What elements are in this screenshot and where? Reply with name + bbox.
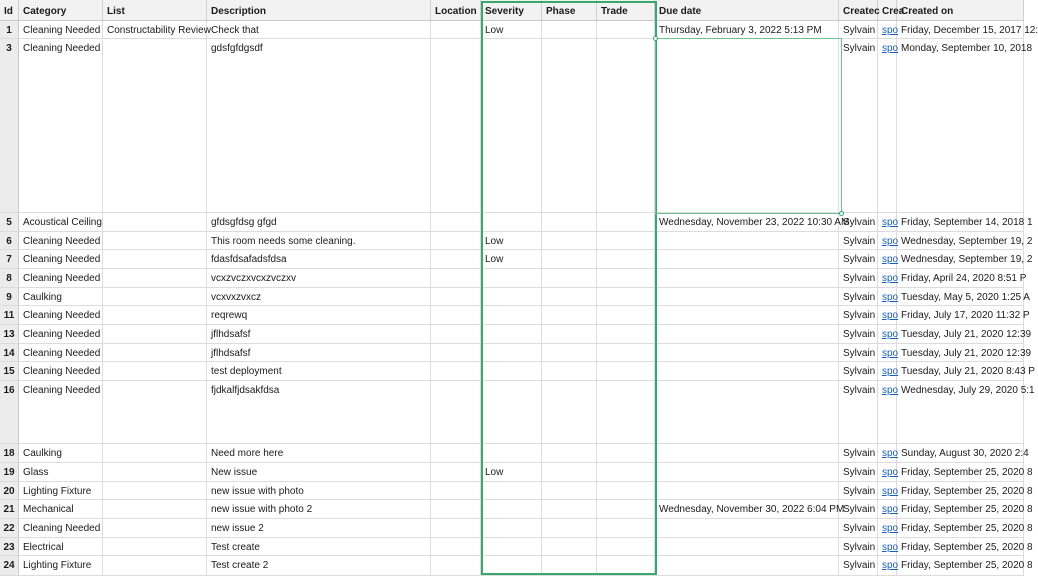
created-by-cell[interactable]: Sylvain [839,21,878,38]
due-date-cell[interactable] [655,556,839,575]
due-date-cell[interactable]: Wednesday, November 30, 2022 6:04 PM [655,500,839,518]
severity-cell[interactable] [481,344,542,361]
table-row [0,269,1027,288]
phase-cell[interactable] [542,463,597,481]
created-by-cell[interactable]: Sylvain [839,362,878,380]
trade-cell[interactable] [597,213,655,231]
description-cell[interactable]: jflhdsafsf [207,344,431,361]
id-cell[interactable]: 13 [0,325,19,343]
severity-cell[interactable] [481,482,542,499]
id-cell[interactable]: 5 [0,213,19,231]
severity-cell[interactable] [481,500,542,518]
due-date-cell[interactable] [655,381,839,443]
creator-cell[interactable]: spo [878,288,897,305]
table-row [0,306,1030,325]
severity-cell[interactable] [481,39,542,212]
creator-cell[interactable]: spo [878,213,897,231]
category-cell[interactable]: Cleaning Needed [19,269,103,287]
created-on-cell[interactable]: Tuesday, July 21, 2020 8:43 P [897,362,1024,380]
header-row [0,0,1024,21]
trade-cell[interactable] [597,306,655,324]
table-row [0,556,1033,576]
created-by-cell[interactable]: Sylvain [839,556,878,575]
list-cell[interactable] [103,344,207,361]
list-cell[interactable] [103,362,207,380]
creator-cell[interactable]: spo [878,381,897,443]
phase-cell[interactable] [542,232,597,249]
location-cell[interactable] [431,39,481,212]
description-cell[interactable]: Need more here [207,444,431,462]
location-cell[interactable] [431,288,481,305]
trade-cell[interactable] [597,556,655,575]
id-cell[interactable]: 18 [0,444,19,462]
created-on-cell[interactable]: Wednesday, July 29, 2020 5:1 [897,381,1024,443]
trade-cell[interactable] [597,538,655,555]
creator-cell[interactable]: spo [878,21,897,38]
trade-cell[interactable] [597,39,655,212]
created-on-cell[interactable]: Wednesday, September 19, 2 [897,232,1024,249]
created-by-cell[interactable]: Sylvain [839,213,878,231]
created-by-cell[interactable]: Sylvain [839,482,878,499]
list-cell[interactable] [103,288,207,305]
location-cell[interactable] [431,538,481,555]
list-cell[interactable] [103,39,207,212]
severity-cell[interactable] [481,213,542,231]
location-cell[interactable] [431,250,481,268]
creator-cell[interactable]: spo [878,556,897,575]
due-date-cell[interactable] [655,39,839,212]
created-by-cell[interactable]: Sylvain [839,500,878,518]
trade-cell[interactable] [597,269,655,287]
table-row [0,250,1033,269]
created-on-cell[interactable]: Friday, September 25, 2020 8 [897,463,1024,481]
location-cell[interactable] [431,500,481,518]
list-cell[interactable] [103,232,207,249]
trade-cell[interactable] [597,21,655,38]
description-cell[interactable]: test deployment [207,362,431,380]
list-cell[interactable] [103,519,207,537]
due-date-cell[interactable] [655,306,839,324]
creator-cell[interactable]: spo [878,463,897,481]
created-by-cell[interactable]: Sylvain [839,519,878,537]
creator-cell[interactable]: spo [878,39,897,212]
table-row [0,232,1033,250]
severity-cell[interactable] [481,362,542,380]
created-on-cell[interactable]: Friday, September 25, 2020 8 [897,500,1024,518]
header-id[interactable]: Id [0,0,19,20]
phase-cell[interactable] [542,500,597,518]
category-cell[interactable]: Cleaning Needed [19,381,103,443]
phase-cell[interactable] [542,362,597,380]
created-by-cell[interactable]: Sylvain [839,306,878,324]
phase-cell[interactable] [542,21,597,38]
trade-cell[interactable] [597,232,655,249]
id-cell[interactable]: 1 [0,21,19,38]
created-on-cell[interactable]: Sunday, August 30, 2020 2:4 [897,444,1024,462]
location-cell[interactable] [431,381,481,443]
description-cell[interactable]: fjdkalfjdsakfdsa [207,381,431,443]
table-row [0,538,1033,556]
description-cell[interactable]: jflhdsafsf [207,325,431,343]
id-cell[interactable]: 20 [0,482,19,499]
category-cell[interactable]: Electrical [19,538,103,555]
due-date-cell[interactable]: Thursday, February 3, 2022 5:13 PM [655,21,839,38]
id-cell[interactable]: 6 [0,232,19,249]
phase-cell[interactable] [542,519,597,537]
location-cell[interactable] [431,306,481,324]
list-cell[interactable] [103,463,207,481]
created-by-cell[interactable]: Sylvain [839,288,878,305]
category-cell[interactable]: Cleaning Needed [19,250,103,268]
due-date-cell[interactable] [655,444,839,462]
created-on-cell[interactable]: Friday, April 24, 2020 8:51 P [897,269,1024,287]
table-row [0,381,1035,444]
severity-cell[interactable] [481,269,542,287]
created-on-cell[interactable]: Friday, September 25, 2020 8 [897,519,1024,537]
due-date-cell[interactable] [655,325,839,343]
category-cell[interactable]: Glass [19,463,103,481]
list-cell[interactable] [103,213,207,231]
creator-cell[interactable]: spo [878,538,897,555]
created-by-cell[interactable]: Sylvain [839,39,878,212]
category-cell[interactable]: Cleaning Needed [19,519,103,537]
due-date-cell[interactable] [655,538,839,555]
table-row [0,500,1033,519]
trade-cell[interactable] [597,344,655,361]
location-cell[interactable] [431,463,481,481]
description-cell[interactable]: This room needs some cleaning. [207,232,431,249]
creator-cell[interactable]: spo [878,269,897,287]
severity-cell[interactable]: Low [481,250,542,268]
created-on-cell[interactable]: Friday, September 14, 2018 1 [897,213,1024,231]
due-date-cell[interactable]: Wednesday, November 23, 2022 10:30 AM [655,213,839,231]
description-cell[interactable]: new issue with photo [207,482,431,499]
category-cell[interactable]: Cleaning Needed [19,325,103,343]
category-cell[interactable]: Acoustical Ceiling [19,213,103,231]
location-cell[interactable] [431,21,481,38]
list-cell[interactable] [103,325,207,343]
due-date-cell[interactable] [655,288,839,305]
trade-cell[interactable] [597,362,655,380]
id-cell[interactable]: 11 [0,306,19,324]
header-created-on[interactable]: Created on [897,0,1024,20]
description-cell[interactable]: vcxzvczxvcxzvczxv [207,269,431,287]
category-cell[interactable]: Cleaning Needed [19,232,103,249]
list-cell[interactable] [103,444,207,462]
location-cell[interactable] [431,344,481,361]
created-on-cell[interactable]: Monday, September 10, 2018 [897,39,1024,212]
location-cell[interactable] [431,269,481,287]
location-cell[interactable] [431,482,481,499]
trade-cell[interactable] [597,463,655,481]
id-cell[interactable]: 9 [0,288,19,305]
list-cell[interactable] [103,556,207,575]
location-cell[interactable] [431,232,481,249]
description-cell[interactable]: Check that [207,21,431,38]
creator-cell[interactable]: spo [878,250,897,268]
phase-cell[interactable] [542,39,597,212]
created-by-cell[interactable]: Sylvain [839,344,878,361]
severity-cell[interactable] [481,306,542,324]
trade-cell[interactable] [597,288,655,305]
severity-cell[interactable] [481,288,542,305]
header-phase[interactable]: Phase [542,0,597,20]
created-on-cell[interactable]: Friday, December 15, 2017 12: [897,21,1024,38]
creator-cell[interactable]: spo [878,325,897,343]
created-by-cell[interactable]: Sylvain [839,232,878,249]
location-cell[interactable] [431,325,481,343]
creator-cell[interactable]: spo [878,500,897,518]
phase-cell[interactable] [542,288,597,305]
category-cell[interactable]: Cleaning Needed [19,21,103,38]
description-cell[interactable]: New issue [207,463,431,481]
id-cell[interactable]: 19 [0,463,19,481]
header-list[interactable]: List [103,0,207,20]
list-cell[interactable] [103,482,207,499]
table-row [0,21,1038,39]
due-date-cell[interactable] [655,344,839,361]
id-cell[interactable]: 22 [0,519,19,537]
category-cell[interactable]: Cleaning Needed [19,344,103,361]
phase-cell[interactable] [542,556,597,575]
severity-cell[interactable] [481,325,542,343]
location-cell[interactable] [431,556,481,575]
id-cell[interactable]: 23 [0,538,19,555]
created-by-cell[interactable]: Sylvain [839,538,878,555]
due-date-cell[interactable] [655,250,839,268]
created-by-cell[interactable]: Sylvain [839,381,878,443]
trade-cell[interactable] [597,381,655,443]
severity-cell[interactable] [481,556,542,575]
created-by-cell[interactable]: Sylvain [839,325,878,343]
description-cell[interactable]: reqrewq [207,306,431,324]
list-cell[interactable] [103,381,207,443]
list-cell[interactable] [103,500,207,518]
category-cell[interactable]: Lighting Fixture [19,556,103,575]
description-cell[interactable]: gdsfgfdgsdf [207,39,431,212]
header-category[interactable]: Category [19,0,103,20]
header-creator[interactable]: Crea [878,0,897,20]
category-cell[interactable]: Cleaning Needed [19,362,103,380]
id-cell[interactable]: 21 [0,500,19,518]
created-by-cell[interactable]: Sylvain [839,444,878,462]
creator-cell[interactable]: spo [878,444,897,462]
table-row [0,444,1029,463]
list-cell[interactable] [103,250,207,268]
creator-cell[interactable]: spo [878,482,897,499]
header-description[interactable]: Description [207,0,431,20]
table-row [0,288,1030,306]
id-cell[interactable]: 7 [0,250,19,268]
due-date-cell[interactable] [655,232,839,249]
category-cell[interactable]: Caulking [19,288,103,305]
list-cell[interactable] [103,538,207,555]
phase-cell[interactable] [542,250,597,268]
due-date-cell[interactable] [655,362,839,380]
creator-cell[interactable]: spo [878,306,897,324]
created-on-cell[interactable]: Tuesday, May 5, 2020 1:25 A [897,288,1024,305]
location-cell[interactable] [431,444,481,462]
severity-cell[interactable]: Low [481,463,542,481]
phase-cell[interactable] [542,325,597,343]
table-row [0,39,1033,213]
created-by-cell[interactable]: Sylvain [839,463,878,481]
phase-cell[interactable] [542,344,597,361]
description-cell[interactable]: Test create [207,538,431,555]
header-due-date[interactable]: Due date [655,0,839,20]
header-trade[interactable]: Trade [597,0,655,20]
trade-cell[interactable] [597,444,655,462]
created-on-cell[interactable]: Wednesday, September 19, 2 [897,250,1024,268]
table-row [0,213,1033,232]
due-date-cell[interactable] [655,463,839,481]
id-cell[interactable]: 15 [0,362,19,380]
id-cell[interactable]: 14 [0,344,19,361]
table-row [0,482,1033,500]
table-row [0,519,1033,538]
severity-cell[interactable] [481,538,542,555]
due-date-cell[interactable] [655,269,839,287]
id-cell[interactable]: 8 [0,269,19,287]
id-cell[interactable]: 24 [0,556,19,575]
id-cell[interactable]: 3 [0,39,19,212]
trade-cell[interactable] [597,500,655,518]
list-cell[interactable]: Constructability Review [103,21,207,38]
phase-cell[interactable] [542,538,597,555]
phase-cell[interactable] [542,306,597,324]
description-cell[interactable]: vcxvxzvxcz [207,288,431,305]
created-on-cell[interactable]: Friday, September 25, 2020 8 [897,482,1024,499]
creator-cell[interactable]: spo [878,519,897,537]
id-cell[interactable]: 16 [0,381,19,443]
created-on-cell[interactable]: Friday, September 25, 2020 8 [897,538,1024,555]
category-cell[interactable]: Cleaning Needed [19,39,103,212]
table-row [0,463,1033,482]
phase-cell[interactable] [542,444,597,462]
category-cell[interactable]: Cleaning Needed [19,306,103,324]
category-cell[interactable]: Mechanical [19,500,103,518]
header-created-by[interactable]: Createc [839,0,878,20]
severity-cell[interactable] [481,381,542,443]
phase-cell[interactable] [542,381,597,443]
severity-cell[interactable]: Low [481,232,542,249]
description-cell[interactable]: gfdsgfdsg gfgd [207,213,431,231]
created-by-cell[interactable]: Sylvain [839,250,878,268]
table-row [0,325,1032,344]
trade-cell[interactable] [597,250,655,268]
creator-cell[interactable]: spo [878,362,897,380]
created-on-cell[interactable]: Tuesday, July 21, 2020 12:39 [897,325,1024,343]
creator-cell[interactable]: spo [878,344,897,361]
table-row [0,344,1032,362]
phase-cell[interactable] [542,269,597,287]
location-cell[interactable] [431,519,481,537]
created-by-cell[interactable]: Sylvain [839,269,878,287]
due-date-cell[interactable] [655,482,839,499]
list-cell[interactable] [103,269,207,287]
phase-cell[interactable] [542,213,597,231]
description-cell[interactable]: fdasfdsafadsfdsa [207,250,431,268]
trade-cell[interactable] [597,519,655,537]
severity-cell[interactable]: Low [481,21,542,38]
due-date-cell[interactable] [655,519,839,537]
description-cell[interactable]: new issue 2 [207,519,431,537]
location-cell[interactable] [431,213,481,231]
created-on-cell[interactable]: Friday, September 25, 2020 8 [897,556,1024,575]
severity-cell[interactable] [481,519,542,537]
description-cell[interactable]: new issue with photo 2 [207,500,431,518]
trade-cell[interactable] [597,325,655,343]
severity-cell[interactable] [481,444,542,462]
created-on-cell[interactable]: Friday, July 17, 2020 11:32 P [897,306,1024,324]
header-severity[interactable]: Severity [481,0,542,20]
category-cell[interactable]: Lighting Fixture [19,482,103,499]
created-on-cell[interactable]: Tuesday, July 21, 2020 12:39 [897,344,1024,361]
phase-cell[interactable] [542,482,597,499]
description-cell[interactable]: Test create 2 [207,556,431,575]
table-row [0,362,1035,381]
creator-cell[interactable]: spo [878,232,897,249]
location-cell[interactable] [431,362,481,380]
trade-cell[interactable] [597,482,655,499]
list-cell[interactable] [103,306,207,324]
category-cell[interactable]: Caulking [19,444,103,462]
header-location[interactable]: Location [431,0,481,20]
